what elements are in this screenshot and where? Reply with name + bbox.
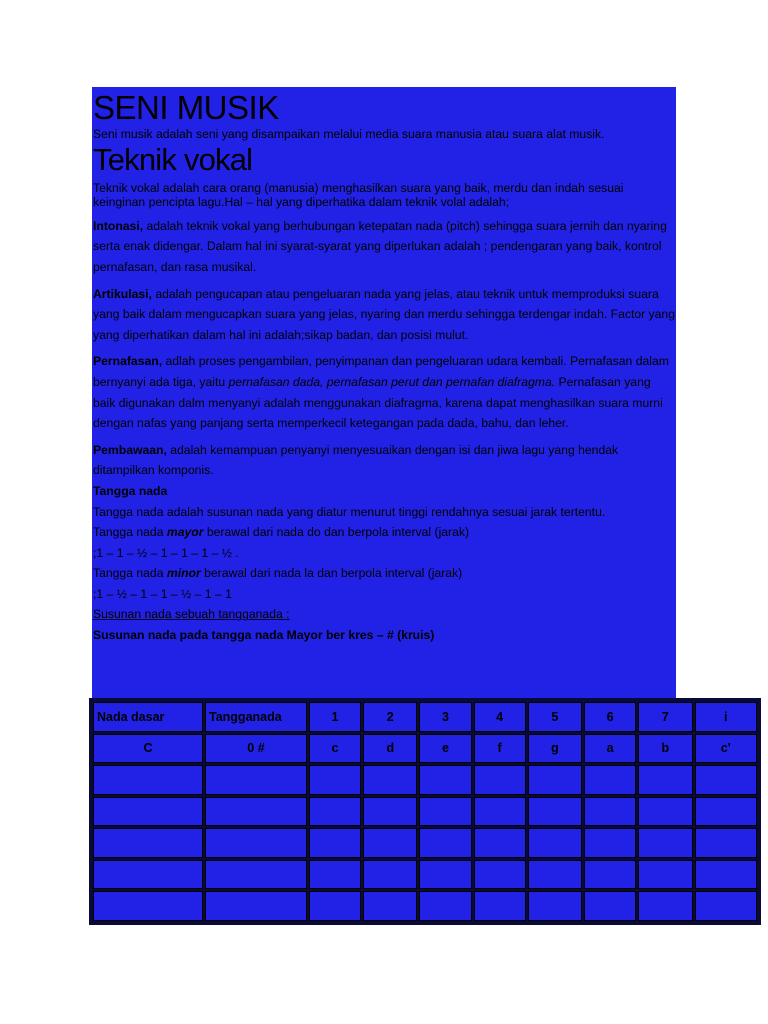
- table-header-cell: 7: [638, 702, 692, 732]
- susunan-nada-link: Susunan nada sebuah tangganada :: [93, 607, 290, 622]
- table-header-cell: 4: [474, 702, 526, 732]
- table-cell: [528, 828, 582, 858]
- pembawaan-term: Pembawaan,: [93, 442, 167, 457]
- table-cell: f: [474, 734, 526, 764]
- table-cell: [419, 860, 471, 890]
- table-cell: [419, 828, 471, 858]
- table-header-cell: 3: [419, 702, 471, 732]
- table-cell: [363, 765, 417, 795]
- intro-paragraph: Seni musik adalah seni yang disampaikan melalui media suara manusia atau suara alat musik.: [93, 127, 605, 141]
- tangga-nada-mayor: Tangga nada mayor berawal dari nada do dan berpola interval (jarak): [93, 525, 470, 540]
- table-cell: [474, 797, 526, 827]
- table-row: [93, 797, 757, 827]
- table-cell: [363, 797, 417, 827]
- tangga-nada-definition: Tangga nada adalah susunan nada yang diatur menurut tinggi rendahnya sesuai jarak tertentu.: [93, 504, 606, 519]
- pembawaan-text: adalah kemampuan penyanyi menyesuaikan dengan isi dan jiwa lagu yang hendak ditampilkan komponis.: [93, 442, 619, 478]
- table-cell: [474, 828, 526, 858]
- table-cell: d: [363, 734, 417, 764]
- table-cell: [309, 765, 361, 795]
- table-cell: g: [528, 734, 582, 764]
- table-cell: 0 #: [205, 734, 307, 764]
- pembawaan-paragraph: [93, 440, 675, 481]
- table-cell: [584, 860, 636, 890]
- table-cell: [638, 891, 692, 921]
- mayor-pattern: ;1 – 1 – ½ – 1 – 1 – 1 – ½ .: [93, 545, 239, 560]
- table-cell: [363, 891, 417, 921]
- table-cell: [419, 797, 471, 827]
- table-cell: a: [584, 734, 636, 764]
- table-cell: [584, 797, 636, 827]
- pernafasan-text-1: adlah proses pengambilan, penyimpanan dan pengeluaran udara kembali. Pernafasan dalam bernyanyi ada tiga, yaitu: [93, 354, 669, 389]
- table-cell: [309, 828, 361, 858]
- table-cell: [695, 797, 758, 827]
- table-cell: [528, 891, 582, 921]
- table-cell: [528, 765, 582, 795]
- table-cell: [584, 765, 636, 795]
- table-cell: [419, 891, 471, 921]
- table-cell: [205, 860, 307, 890]
- table-row: [93, 860, 757, 890]
- tangga-nada-minor: Tangga nada minor berawal dari nada la dan berpola interval (jarak): [93, 566, 463, 581]
- intonasi-paragraph: [93, 216, 675, 278]
- artikulasi-text: adalah pengucapan atau pengeluaran nada yang jelas, atau teknik untuk memproduksi suara yang baik dalam mengucapkan suara yang jelas, nyaring dan merdu sehingga terdengar indah. Factor yang yang diperhatikan dalam hal ini adalah;sikap badan, dan posisi mulut.: [93, 286, 675, 342]
- intonasi-term: Intonasi,: [93, 218, 144, 233]
- table-cell: [584, 891, 636, 921]
- teknik-vokal-paragraph: Teknik vokal adalah cara orang (manusia) menghasilkan suara yang baik, merdu dan indah sesuai keinginan pencipta lagu.Hal – hal yang diperhatika dalam teknik volal adalah;: [93, 180, 624, 210]
- table-header-cell: Tangganada: [205, 702, 307, 732]
- table-cell: [205, 891, 307, 921]
- table-cell: [695, 891, 758, 921]
- table-cell: [584, 828, 636, 858]
- table-cell: [205, 828, 307, 858]
- tangga-nada-heading: Tangga nada: [93, 483, 168, 498]
- table-cell: [93, 891, 203, 921]
- table-cell: [695, 860, 758, 890]
- table-cell: [638, 860, 692, 890]
- table-cell: [205, 765, 307, 795]
- table-cell: [205, 797, 307, 827]
- document-page: [92, 87, 676, 699]
- table-cell: [474, 860, 526, 890]
- page-title: SENI MUSIK: [93, 89, 279, 126]
- table-header-cell: Nada dasar: [93, 702, 203, 732]
- table-cell: [93, 765, 203, 795]
- table-cell: [93, 797, 203, 827]
- table-cell: b: [638, 734, 692, 764]
- table-row: [93, 828, 757, 858]
- table-cell: [363, 860, 417, 890]
- table-cell: [528, 860, 582, 890]
- pernafasan-paragraph: [93, 351, 675, 433]
- table-header-cell: 1: [309, 702, 361, 732]
- minor-pattern: ;1 – ½ – 1 – 1 – ½ – 1 – 1: [93, 586, 232, 601]
- table-cell: [309, 860, 361, 890]
- table-row: [93, 765, 757, 795]
- table-header-row: [93, 702, 757, 732]
- table-cell: [309, 891, 361, 921]
- table-cell: [695, 765, 758, 795]
- table-cell: [638, 828, 692, 858]
- table-header-cell: i: [695, 702, 758, 732]
- table-cell: [474, 891, 526, 921]
- susunan-mayor-heading: Susunan nada pada tangga nada Mayor ber kres – # (kruis): [93, 628, 435, 643]
- table-row: [93, 734, 757, 764]
- table-cell: [638, 765, 692, 795]
- tangga-nada-table: [89, 698, 761, 925]
- table-cell: [474, 765, 526, 795]
- pernafasan-text-2: Pernafasan yang baik digunakan dalm menyanyi adalah menggunakan diafragma, karena dapat menghasilkan suara murni dengan nafas yang panjang serta memperkecil ketegangan pada dada, bahu, dan leher.: [93, 374, 663, 431]
- table-header-cell: 2: [363, 702, 417, 732]
- table-cell: [309, 797, 361, 827]
- table-cell: [528, 797, 582, 827]
- intonasi-text: adalah teknik vokal yang berhubungan ketepatan nada (pitch) sehingga suara jernih dan nyaring serta enak didengar. Dalam hal ini syarat-syarat yang diperlukan adalah ; pendengaran yang baik, kontrol pernafasan, dan rasa musikal.: [93, 218, 667, 274]
- table-header-cell: 5: [528, 702, 582, 732]
- table-cell: [695, 828, 758, 858]
- pernafasan-term: Pernafasan,: [93, 354, 163, 369]
- table-header-cell: 6: [584, 702, 636, 732]
- table-cell: [638, 797, 692, 827]
- table-row: [93, 891, 757, 921]
- pernafasan-italic: pernafasan dada, pernafasan perut dan pernafan diafragma.: [228, 374, 556, 389]
- table-cell: [93, 828, 203, 858]
- table-cell: e: [419, 734, 471, 764]
- minor-term: minor: [166, 566, 201, 581]
- section-heading-teknik-vokal: Teknik vokal: [93, 141, 253, 177]
- mayor-term: mayor: [166, 525, 204, 540]
- artikulasi-term: Artikulasi,: [93, 286, 152, 301]
- table-cell: [419, 765, 471, 795]
- table-cell: C: [93, 734, 203, 764]
- artikulasi-paragraph: [93, 284, 675, 346]
- table-cell: [93, 860, 203, 890]
- table-cell: [363, 828, 417, 858]
- table-cell: c: [309, 734, 361, 764]
- table-cell: c': [695, 734, 758, 764]
